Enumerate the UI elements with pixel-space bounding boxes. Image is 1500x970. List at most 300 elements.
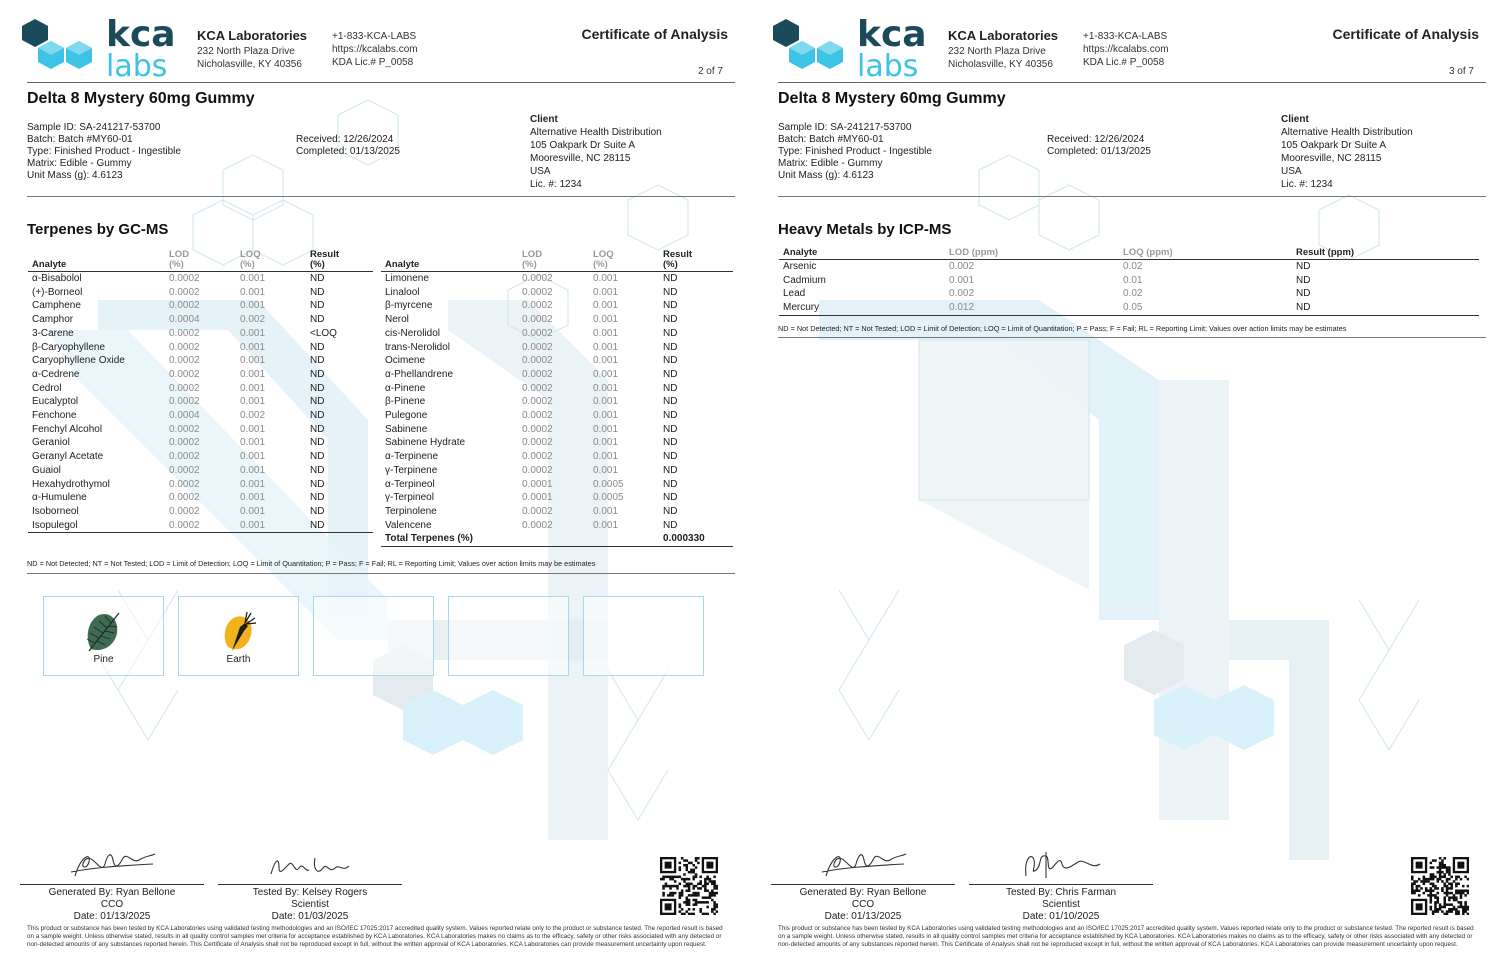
aroma-box-empty [448,596,569,676]
client-city: Mooresville, NC 28115 [530,153,631,164]
lod-cell: 0.001 [949,274,975,286]
loq-cell: 0.001 [240,368,266,380]
lab-address [948,45,1053,71]
analyte-cell: α-Cedrene [32,368,80,380]
lod-cell: 0.0002 [522,396,553,408]
sample-id: Sample ID: SA-241217-53700 [27,122,161,133]
aroma-label: Pine [93,654,114,665]
lod-cell: 0.0002 [522,300,553,312]
signature-line [969,884,1153,885]
lod-cell: 0.0002 [522,382,553,394]
qr-code[interactable] [660,857,718,915]
result-cell: ND [1296,288,1311,300]
signature-tested-by [969,846,1153,923]
lab-phone: +1-833-KCA-LABS [332,31,417,42]
loq-cell: 0.001 [240,396,266,408]
lod-cell: 0.0002 [169,327,200,339]
table-row [381,327,733,341]
dates [296,134,400,158]
lod-cell: 0.0002 [169,519,200,531]
lab-contact [1083,30,1169,69]
analyte-cell: Linalool [385,286,420,298]
analyte-cell: Lead [783,288,806,300]
table-row [381,341,733,355]
lod-cell: 0.0002 [522,410,553,422]
section-title: Heavy Metals by ICP-MS [778,221,952,238]
col-lod-label: LOD [169,249,190,260]
analyte-cell: α-Bisabolol [32,273,82,284]
lod-cell: 0.0002 [522,286,553,298]
qr-code[interactable] [1411,857,1469,915]
aroma-box-empty [583,596,704,676]
table-row [28,409,373,423]
sample-info [27,122,181,182]
note-divider [27,573,735,574]
loq-cell: 0.001 [240,492,266,504]
col-loq [236,250,306,272]
analyte-cell: α-Terpineol [385,478,435,490]
col-loq-label: LOQ [240,249,261,260]
logo-kca-text: kca [106,14,176,55]
completed-date: Completed: 01/13/2025 [1047,146,1151,157]
lod-cell: 0.0002 [522,464,553,476]
lod-cell: 0.0002 [169,300,200,312]
analyte-cell: (+)-Borneol [32,286,83,298]
loq-cell: 0.001 [593,396,619,408]
col-loq [589,250,659,272]
result-cell: ND [663,382,678,394]
loq-cell: 0.05 [1123,302,1143,314]
signer-title: CCO [100,899,124,910]
col-result [659,250,733,272]
client-license: Lic. #: 1234 [1281,179,1333,190]
col-analyte: Analyte [783,247,818,258]
result-cell: ND [310,396,325,408]
result-cell: ND [310,410,325,422]
analyte-cell: 3-Carene [32,327,74,339]
loq-cell: 0.001 [593,286,619,298]
table-row [28,436,373,450]
table-row [381,423,733,437]
analyte-cell: γ-Terpinene [385,464,438,476]
product-title: Delta 8 Mystery 60mg Gummy [778,90,1006,107]
header-divider [778,82,1486,83]
loq-cell: 0.002 [240,410,266,422]
sample-info [778,122,932,182]
lod-cell: 0.0002 [522,423,553,435]
analyte-cell: α-Terpinene [385,451,439,463]
analyte-cell: Camphene [32,300,81,312]
analyte-cell: Nerol [385,314,409,326]
analyte-cell: Valencene [385,519,432,531]
lod-cell: 0.0002 [522,327,553,339]
disclaimer: This product or substance has been tested by KCA Laboratories using validated testing methodologies and an ISO/IEC 17025:2017 accredited quality system. Values reported relate only to the product or substance tested. The reported result is based on a sample weight. Unless otherwise stated, results in all quality control samples met criteria for acceptance established by KCA Laboratories. KCA Laboratories makes no claims as to the efficacy, safety or other risks associated with any detected or non-detected amounts of any substances reported herein. This Certificate of Analysis shall not be reproduced except in full, without the written approval of KCA Laboratories. KCA Laboratories can provide measurement uncertainty upon request. [778,925,1474,948]
aroma-label: Earth [226,654,251,665]
loq-cell: 0.0005 [593,492,624,504]
analyte-cell: Camphor [32,314,74,326]
lod-cell: 0.0002 [169,273,200,284]
loq-cell: 0.001 [593,437,619,449]
lod-cell: 0.0002 [522,341,553,353]
lod-cell: 0.002 [949,288,975,300]
unit-mass: Unit Mass (g): 4.6123 [27,170,123,181]
result-cell: ND [310,478,325,490]
col-loq-unit: (%) [240,259,255,270]
col-lod-unit: (%) [522,259,537,270]
loq-cell: 0.02 [1123,288,1143,300]
analyte-cell: α-Humulene [32,492,87,504]
logo-kca-text: kca [857,14,927,55]
result-cell: ND [663,423,678,435]
table-row [28,478,373,492]
result-cell: ND [310,286,325,298]
kca-labs-logo [18,14,186,80]
result-cell: ND [663,519,678,531]
batch: Batch: Batch #MY60-01 [778,134,884,145]
analyte-cell: Mercury [783,302,820,314]
analyte-cell: Cedrol [32,382,62,394]
loq-cell: 0.001 [240,355,266,367]
table-row [381,368,733,382]
result-cell: ND [310,314,325,326]
lab-address-line2: Nicholasville, KY 40356 [197,59,302,70]
coa-page-heavy-metals [759,0,1499,970]
analyte-cell: β-Pinene [385,396,426,408]
table-row [381,286,733,300]
analyte-cell: β-myrcene [385,300,433,312]
table-row [381,491,733,505]
product-type: Type: Finished Product - Ingestible [27,146,181,157]
signature-generated-by [20,846,204,923]
result-cell: ND [663,396,678,408]
table-row [779,287,1479,301]
col-analyte: Analyte [32,259,67,270]
lod-cell: 0.0002 [169,492,200,504]
col-loq-unit: (%) [593,259,608,270]
analyte-cell: Geraniol [32,437,70,449]
lod-cell: 0.0002 [169,451,200,463]
lab-address-line2: Nicholasville, KY 40356 [948,59,1053,70]
client-country: USA [530,166,551,177]
result-cell: ND [310,300,325,312]
analyte-cell: Geranyl Acetate [32,451,104,463]
lab-name: KCA Laboratories [948,28,1059,43]
result-cell: ND [663,505,678,517]
lab-address-line1: 232 North Plaza Drive [948,46,1046,57]
loq-cell: 0.001 [240,451,266,463]
result-cell: ND [310,492,325,504]
analyte-cell: Fenchone [32,410,77,422]
loq-cell: 0.001 [240,519,266,531]
loq-cell: 0.001 [240,423,266,435]
table-row [381,505,733,519]
dates [1047,134,1151,158]
analyte-cell: Terpinolene [385,505,437,517]
lod-cell: 0.0001 [522,478,553,490]
result-cell: ND [310,519,325,531]
signer-date: Date: 01/13/2025 [73,911,151,922]
handwritten-signature [818,846,908,882]
client-info [530,113,662,191]
table-row [28,299,373,313]
table-row [779,301,1479,315]
result-cell: ND [310,423,325,435]
client-city: Mooresville, NC 28115 [1281,153,1382,164]
table-row [28,286,373,300]
analyte-cell: β-Caryophyllene [32,341,106,353]
table-row [28,505,373,519]
section-title: Terpenes by GC-MS [27,221,169,238]
matrix: Matrix: Edible - Gummy [778,158,883,169]
loq-cell: 0.001 [240,286,266,298]
loq-cell: 0.001 [240,273,266,284]
result-cell: ND [310,355,325,367]
loq-cell: 0.001 [593,314,619,326]
loq-cell: 0.001 [593,341,619,353]
info-divider [27,196,735,197]
lod-cell: 0.0002 [169,355,200,367]
client-license: Lic. #: 1234 [530,179,582,190]
lod-cell: 0.0002 [522,355,553,367]
result-cell: ND [310,451,325,463]
lod-cell: 0.002 [949,261,975,272]
client-info [1281,113,1413,191]
result-cell: ND [663,314,678,326]
terpenes-table-right [381,250,733,547]
lod-cell: 0.0002 [522,519,553,531]
table-row [779,274,1479,288]
lod-cell: 0.0002 [169,437,200,449]
loq-cell: 0.001 [240,464,266,476]
legend-note: ND = Not Detected; NT = Not Tested; LOD = Limit of Detection; LOQ = Limit of Quantitation; P = Pass; F = Fail; RL = Reporting Limit; Values over action limits may be estimates [778,324,1347,333]
lod-cell: 0.0002 [169,368,200,380]
lod-cell: 0.0004 [169,410,200,422]
completed-date: Completed: 01/13/2025 [296,146,400,157]
signer-title: CCO [851,899,875,910]
col-result-label: Result [310,249,340,260]
signer-name: Generated By: Ryan Bellone [48,887,176,898]
table-row [381,395,733,409]
signer-name: Generated By: Ryan Bellone [799,887,927,898]
signature-line [20,884,204,885]
result-cell: ND [663,492,678,504]
signature-line [771,884,955,885]
loq-cell: 0.001 [593,423,619,435]
aroma-box-empty [313,596,434,676]
client-heading: Client [530,114,558,125]
col-lod-unit: (%) [169,259,184,270]
analyte-cell: Cadmium [783,274,826,286]
result-cell: ND [310,464,325,476]
loq-cell: 0.001 [240,437,266,449]
lod-cell: 0.0002 [169,464,200,476]
analyte-cell: Isoborneol [32,505,79,517]
table-row [381,354,733,368]
col-result-unit: (%) [310,259,325,270]
analyte-cell: trans-Nerolidol [385,341,451,353]
result-cell: ND [310,368,325,380]
signer-date: Date: 01/10/2025 [1022,911,1100,922]
lod-cell: 0.0002 [169,423,200,435]
lab-contact [332,30,418,69]
signature-tested-by [218,846,402,923]
handwritten-signature [1016,846,1106,882]
loq-cell: 0.001 [240,300,266,312]
lab-license: KDA Lic.# P_0058 [1083,57,1165,68]
lab-license: KDA Lic.# P_0058 [332,57,414,68]
table-row [381,464,733,478]
lod-cell: 0.0002 [522,437,553,449]
table-row [381,382,733,396]
result-cell: ND [310,273,325,284]
col-result-unit: (%) [663,259,678,270]
product-title: Delta 8 Mystery 60mg Gummy [27,90,255,107]
table-row [28,519,373,533]
lod-cell: 0.0002 [169,286,200,298]
result-cell: ND [663,341,678,353]
client-street: 105 Oakpark Dr Suite A [530,140,636,151]
lod-cell: 0.012 [949,302,975,314]
table-row [381,313,733,327]
result-cell: ND [310,341,325,353]
signature-line [218,884,402,885]
result-cell: ND [663,368,678,380]
analyte-cell: Arsenic [783,261,817,272]
analyte-cell: γ-Terpineol [385,492,434,504]
analyte-cell: Guaiol [32,464,61,476]
signer-title: Scientist [1042,899,1080,910]
table-row [28,327,373,341]
loq-cell: 0.001 [593,505,619,517]
handwritten-signature [67,846,157,882]
result-cell: ND [663,437,678,449]
lab-name: KCA Laboratories [197,28,308,43]
table-row [28,395,373,409]
loq-cell: 0.001 [593,382,619,394]
analyte-cell: Caryophyllene Oxide [32,355,125,367]
matrix: Matrix: Edible - Gummy [27,158,132,169]
analyte-cell: Eucalyptol [32,396,79,408]
logo-labs-text: labs [857,49,919,80]
lod-cell: 0.0002 [522,314,553,326]
analyte-cell: Sabinene [385,423,428,435]
col-result-label: Result [663,249,693,260]
loq-cell: 0.001 [593,451,619,463]
table-row [28,368,373,382]
total-terpenes-value: 0.000330 [663,533,705,545]
analyte-cell: Sabinene Hydrate [385,437,466,449]
col-lod [165,250,236,272]
result-cell: ND [663,273,678,284]
client-name: Alternative Health Distribution [1281,127,1413,138]
table-row [381,519,733,533]
analyte-cell: α-Phellandrene [385,368,454,380]
table-row [381,299,733,313]
lod-cell: 0.0004 [169,314,200,326]
sample-id: Sample ID: SA-241217-53700 [778,122,912,133]
loq-cell: 0.001 [593,464,619,476]
lab-address-line1: 232 North Plaza Drive [197,46,295,57]
result-cell: ND [310,437,325,449]
total-terpenes-row [381,532,733,546]
unit-mass: Unit Mass (g): 4.6123 [778,170,874,181]
lod-cell: 0.0002 [169,505,200,517]
result-cell: ND [310,382,325,394]
legend-note: ND = Not Detected; NT = Not Tested; LOD = Limit of Detection; LOQ = Limit of Quantitation; P = Pass; F = Fail; RL = Reporting Limit; Values over action limits may be estimates [27,559,596,568]
loq-cell: 0.001 [593,368,619,380]
loq-cell: 0.001 [240,327,266,339]
col-result: Result (ppm) [1296,247,1355,258]
carrot-icon [218,609,258,653]
analyte-cell: Isopulegol [32,519,78,531]
table-row [28,423,373,437]
result-cell: ND [663,355,678,367]
result-cell: ND [1296,302,1311,314]
client-heading: Client [1281,114,1309,125]
loq-cell: 0.001 [240,382,266,394]
handwritten-signature [265,846,355,882]
result-cell: ND [1296,274,1311,286]
loq-cell: 0.001 [593,519,619,531]
terpenes-table-left [28,250,373,533]
signer-date: Date: 01/03/2025 [271,911,349,922]
result-cell: ND [663,410,678,422]
doc-title: Certificate of Analysis [1332,26,1479,42]
loq-cell: 0.001 [593,410,619,422]
info-divider [778,196,1486,197]
client-street: 105 Oakpark Dr Suite A [1281,140,1387,151]
doc-title: Certificate of Analysis [581,26,728,42]
lab-address [197,45,302,71]
disclaimer: This product or substance has been tested by KCA Laboratories using validated testing methodologies and an ISO/IEC 17025:2017 accredited quality system. Values reported relate only to the product or substance tested. The reported result is based on a sample weight. Unless otherwise stated, results in all quality control samples met criteria for acceptance established by KCA Laboratories. KCA Laboratories makes no claims as to the efficacy, safety or other risks associated with any detected or non-detected amounts of any substances reported herein. This Certificate of Analysis shall not be reproduced except in full, without the written approval of KCA Laboratories. KCA Laboratories can provide measurement uncertainty upon request. [27,925,723,948]
analyte-cell: α-Pinene [385,382,426,394]
loq-cell: 0.001 [593,273,619,284]
aroma-box-earth [178,596,299,676]
lab-website[interactable]: https://kcalabs.com [1083,44,1169,55]
loq-cell: 0.001 [240,505,266,517]
table-row [381,409,733,423]
analyte-cell: Pulegone [385,410,428,422]
signer-date: Date: 01/13/2025 [824,911,902,922]
analyte-cell: Hexahydrothymol [32,478,110,490]
loq-cell: 0.001 [593,355,619,367]
loq-cell: 0.001 [593,300,619,312]
lod-cell: 0.0002 [522,273,553,284]
lod-cell: 0.0002 [522,368,553,380]
table-row [381,272,733,286]
table-row [28,272,373,286]
signer-name: Tested By: Chris Farman [1005,887,1117,898]
lod-cell: 0.0002 [169,478,200,490]
client-country: USA [1281,166,1302,177]
lab-phone: +1-833-KCA-LABS [1083,31,1168,42]
lod-cell: 0.0002 [522,505,553,517]
signer-title: Scientist [291,899,329,910]
result-cell: ND [663,451,678,463]
page-number: 3 of 7 [1448,66,1474,77]
col-loq: LOQ (ppm) [1123,247,1173,258]
lab-website[interactable]: https://kcalabs.com [332,44,418,55]
logo-labs-text: labs [106,49,168,80]
col-loq-label: LOQ [593,249,614,260]
pine-icon [83,609,123,653]
header-divider [27,82,735,83]
signature-generated-by [771,846,955,923]
page-number: 2 of 7 [697,66,723,77]
table-row [28,341,373,355]
col-lod: LOD (ppm) [949,247,999,258]
result-cell: ND [663,286,678,298]
